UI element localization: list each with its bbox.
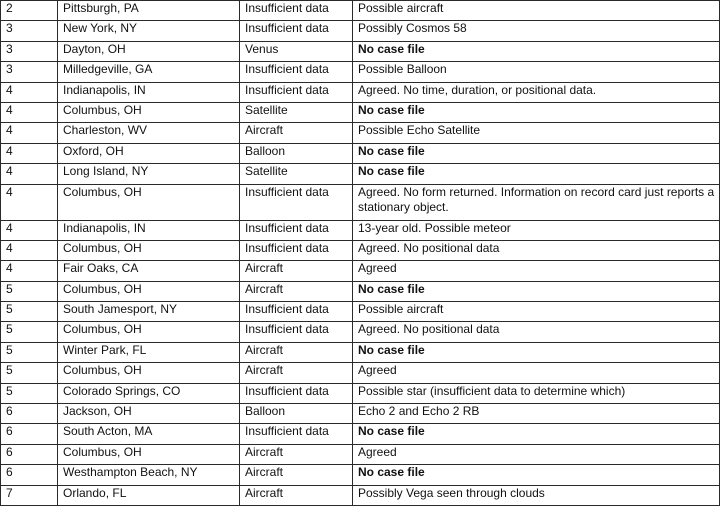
evaluation-cell: Aircraft bbox=[240, 342, 353, 362]
location-cell: South Jamesport, NY bbox=[58, 302, 240, 322]
table-row bbox=[1, 404, 720, 424]
location-cell: Orlando, FL bbox=[58, 485, 240, 505]
location-cell: Oxford, OH bbox=[58, 143, 240, 163]
day-cell: 2 bbox=[1, 1, 58, 21]
table-row bbox=[1, 465, 720, 485]
location-cell: Columbus, OH bbox=[58, 322, 240, 342]
evaluation-cell: Aircraft bbox=[240, 465, 353, 485]
table-row bbox=[1, 82, 720, 102]
comment-cell: Possibly Cosmos 58 bbox=[353, 21, 720, 41]
evaluation-cell: Aircraft bbox=[240, 363, 353, 383]
day-cell: 6 bbox=[1, 444, 58, 464]
comment-cell bbox=[353, 281, 720, 301]
table-row bbox=[1, 184, 720, 220]
comment-cell bbox=[353, 143, 720, 163]
comment-cell: Agreed. No time, duration, or positional data. bbox=[353, 82, 720, 102]
table-row bbox=[1, 1, 720, 21]
comment-cell bbox=[353, 102, 720, 122]
evaluation-cell: Insufficient data bbox=[240, 240, 353, 260]
table-row bbox=[1, 485, 720, 505]
day-cell: 5 bbox=[1, 322, 58, 342]
table-row bbox=[1, 363, 720, 383]
evaluation-cell: Venus bbox=[240, 41, 353, 61]
location-cell: Columbus, OH bbox=[58, 444, 240, 464]
day-cell: 4 bbox=[1, 102, 58, 122]
comment-cell: Possible aircraft bbox=[353, 1, 720, 21]
comment-text: No case file bbox=[358, 424, 425, 439]
evaluation-cell: Aircraft bbox=[240, 123, 353, 143]
comment-text: No case file bbox=[358, 41, 425, 56]
location-cell: South Acton, MA bbox=[58, 424, 240, 444]
location-cell: Columbus, OH bbox=[58, 281, 240, 301]
location-cell: Indianapolis, IN bbox=[58, 82, 240, 102]
comment-cell: Echo 2 and Echo 2 RB bbox=[353, 404, 720, 424]
location-cell: New York, NY bbox=[58, 21, 240, 41]
evaluation-cell: Insufficient data bbox=[240, 322, 353, 342]
comment-text: No case file bbox=[358, 342, 425, 357]
day-cell: 6 bbox=[1, 404, 58, 424]
comment-cell bbox=[353, 465, 720, 485]
location-cell: Dayton, OH bbox=[58, 41, 240, 61]
location-cell: Winter Park, FL bbox=[58, 342, 240, 362]
location-cell: Charleston, WV bbox=[58, 123, 240, 143]
day-cell: 4 bbox=[1, 143, 58, 163]
table-row bbox=[1, 424, 720, 444]
comment-cell: Possible aircraft bbox=[353, 302, 720, 322]
location-cell: Milledgeville, GA bbox=[58, 62, 240, 82]
comment-text: No case file bbox=[358, 164, 425, 179]
table-row bbox=[1, 342, 720, 362]
comment-cell: Possible star (insufficient data to determine which) bbox=[353, 383, 720, 403]
evaluation-cell: Insufficient data bbox=[240, 383, 353, 403]
evaluation-cell: Insufficient data bbox=[240, 220, 353, 240]
comment-cell: Agreed. No positional data bbox=[353, 240, 720, 260]
location-cell: Columbus, OH bbox=[58, 363, 240, 383]
day-cell: 5 bbox=[1, 302, 58, 322]
day-cell: 4 bbox=[1, 82, 58, 102]
evaluation-cell: Insufficient data bbox=[240, 82, 353, 102]
evaluation-cell: Satellite bbox=[240, 164, 353, 184]
comment-cell: Agreed bbox=[353, 444, 720, 464]
table-row bbox=[1, 164, 720, 184]
comment-cell: Possible Balloon bbox=[353, 62, 720, 82]
table-row bbox=[1, 21, 720, 41]
table-row bbox=[1, 41, 720, 61]
table-row bbox=[1, 240, 720, 260]
table-row bbox=[1, 123, 720, 143]
evaluation-cell: Aircraft bbox=[240, 485, 353, 505]
comment-cell: Agreed. No form returned. Information on record card just reports a stationary object. bbox=[353, 184, 720, 220]
location-cell: Columbus, OH bbox=[58, 102, 240, 122]
day-cell: 5 bbox=[1, 342, 58, 362]
day-cell: 4 bbox=[1, 164, 58, 184]
sightings-table-body bbox=[1, 1, 720, 506]
evaluation-cell: Insufficient data bbox=[240, 1, 353, 21]
table-row bbox=[1, 261, 720, 281]
day-cell: 3 bbox=[1, 41, 58, 61]
comment-cell bbox=[353, 342, 720, 362]
comment-cell: 13-year old. Possible meteor bbox=[353, 220, 720, 240]
day-cell: 5 bbox=[1, 383, 58, 403]
comment-text: No case file bbox=[358, 465, 425, 480]
evaluation-cell: Insufficient data bbox=[240, 62, 353, 82]
evaluation-cell: Insufficient data bbox=[240, 424, 353, 444]
comment-cell bbox=[353, 424, 720, 444]
evaluation-cell: Balloon bbox=[240, 404, 353, 424]
location-cell: Indianapolis, IN bbox=[58, 220, 240, 240]
day-cell: 4 bbox=[1, 123, 58, 143]
day-cell: 5 bbox=[1, 281, 58, 301]
table-row bbox=[1, 220, 720, 240]
location-cell: Fair Oaks, CA bbox=[58, 261, 240, 281]
comment-text: No case file bbox=[358, 143, 425, 158]
table-row bbox=[1, 281, 720, 301]
evaluation-cell: Insufficient data bbox=[240, 184, 353, 220]
comment-text: No case file bbox=[358, 281, 425, 296]
table-row bbox=[1, 444, 720, 464]
evaluation-cell: Balloon bbox=[240, 143, 353, 163]
table-row bbox=[1, 62, 720, 82]
comment-cell: Agreed bbox=[353, 363, 720, 383]
comment-text: No case file bbox=[358, 102, 425, 117]
location-cell: Colorado Springs, CO bbox=[58, 383, 240, 403]
location-cell: Westhampton Beach, NY bbox=[58, 465, 240, 485]
table-row bbox=[1, 322, 720, 342]
day-cell: 4 bbox=[1, 240, 58, 260]
location-cell: Columbus, OH bbox=[58, 240, 240, 260]
evaluation-cell: Aircraft bbox=[240, 261, 353, 281]
comment-cell: Agreed. No positional data bbox=[353, 322, 720, 342]
table-row bbox=[1, 383, 720, 403]
evaluation-cell: Aircraft bbox=[240, 281, 353, 301]
day-cell: 6 bbox=[1, 465, 58, 485]
comment-cell: Agreed bbox=[353, 261, 720, 281]
day-cell: 4 bbox=[1, 220, 58, 240]
location-cell: Pittsburgh, PA bbox=[58, 1, 240, 21]
location-cell: Jackson, OH bbox=[58, 404, 240, 424]
evaluation-cell: Aircraft bbox=[240, 444, 353, 464]
table-row bbox=[1, 143, 720, 163]
table-row bbox=[1, 302, 720, 322]
day-cell: 5 bbox=[1, 363, 58, 383]
location-cell: Columbus, OH bbox=[58, 184, 240, 220]
evaluation-cell: Insufficient data bbox=[240, 21, 353, 41]
day-cell: 3 bbox=[1, 62, 58, 82]
day-cell: 3 bbox=[1, 21, 58, 41]
evaluation-cell: Satellite bbox=[240, 102, 353, 122]
day-cell: 7 bbox=[1, 485, 58, 505]
location-cell: Long Island, NY bbox=[58, 164, 240, 184]
day-cell: 6 bbox=[1, 424, 58, 444]
evaluation-cell: Insufficient data bbox=[240, 302, 353, 322]
day-cell: 4 bbox=[1, 261, 58, 281]
day-cell: 4 bbox=[1, 184, 58, 220]
comment-cell: Possibly Vega seen through clouds bbox=[353, 485, 720, 505]
comment-cell bbox=[353, 164, 720, 184]
comment-cell bbox=[353, 41, 720, 61]
table-row bbox=[1, 102, 720, 122]
comment-cell: Possible Echo Satellite bbox=[353, 123, 720, 143]
